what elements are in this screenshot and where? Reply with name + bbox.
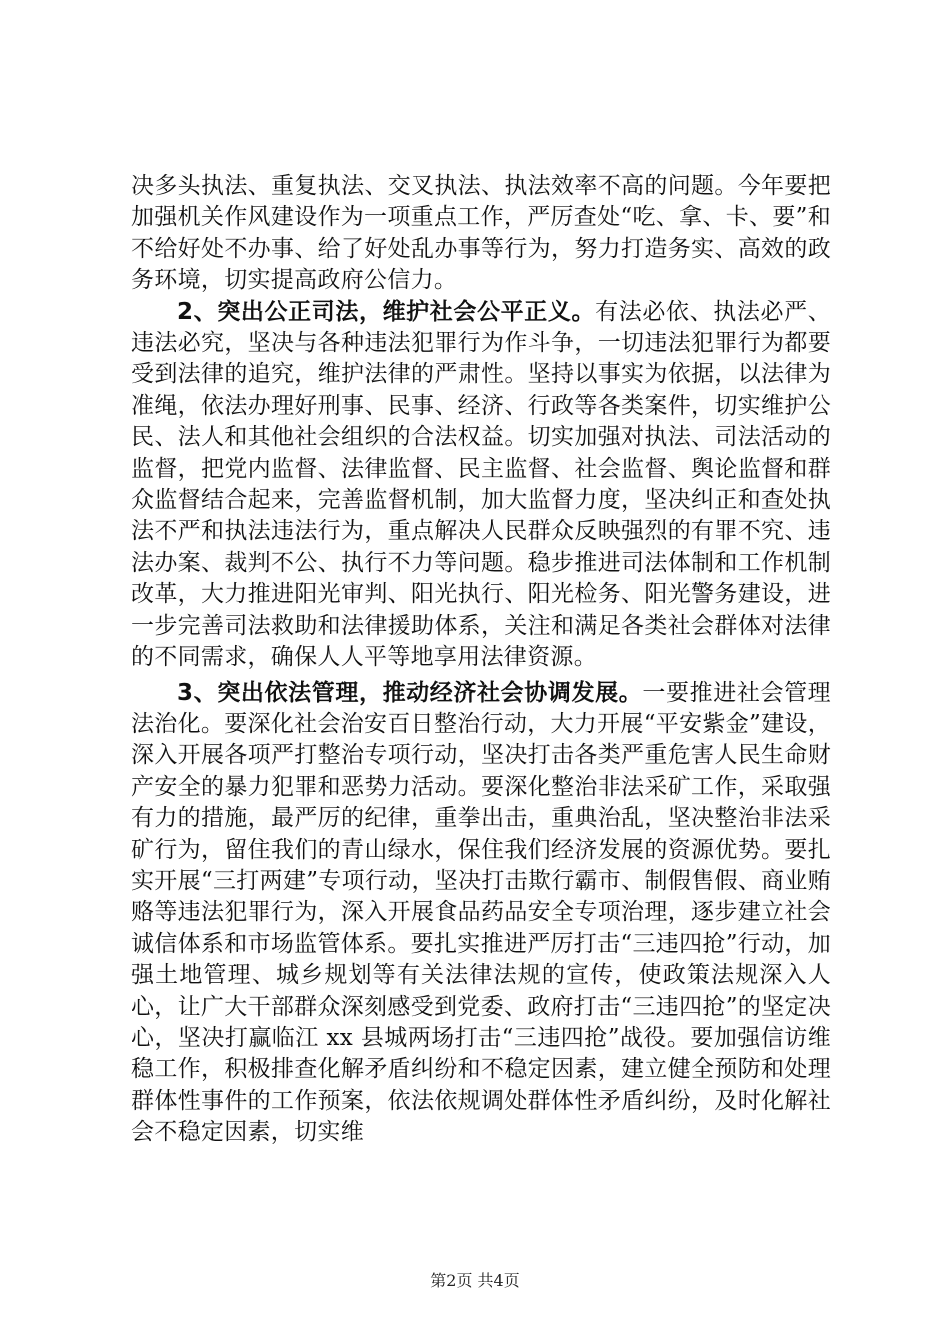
paragraph-2: [131, 297, 831, 674]
paragraph-1: [131, 171, 831, 297]
paragraph-1-text: 决多头执法、重复执法、交叉执法、执法效率不高的问题。今年要把加强机关作风建设作为一项重点工作，严厉查处“吃、拿、卡、要”和不给好处不办事、给了好处乱办事等行为，努力打造务实、高效的政务环境，切实提高政府公信力。: [131, 173, 831, 294]
paragraph-3: [131, 678, 831, 1149]
document-body: [131, 171, 831, 1149]
page-number-label: 第2页 共4页: [430, 1271, 520, 1290]
paragraph-3-heading: 3、突出依法管理，推动经济社会协调发展。: [177, 679, 643, 706]
paragraph-2-heading: 2、突出公正司法，维护社会公平正义。: [177, 298, 596, 325]
page-footer: [0, 1268, 950, 1291]
paragraph-2-text: 有法必依、执法必严、违法必究，坚决与各种违法犯罪行为作斗争，一切违法犯罪行为都要受到法律的追究，维护法律的严肃性。坚持以事实为依据，以法律为准绳，依法办理好刑事、民事、经济、行政等各类案件，切实维护公民、法人和其他社会组织的合法权益。切实加强对执法、司法活动的监督，把党内监督、法律监督、民主监督、社会监督、舆论监督和群众监督结合起来，完善监督机制，加大监督力度，坚决纠正和查处执法不严和执法违法行为，重点解决人民群众反映强烈的有罪不究、违法办案、裁判不公、执行不力等问题。稳步推进司法体制和工作机制改革，大力推进阳光审判、阳光执行、阳光检务、阳光警务建设，进一步完善司法救助和法律援助体系，关注和满足各类社会群体对法律的不同需求，确保人人平等地享用法律资源。: [131, 298, 832, 671]
paragraph-3-text: 一要推进社会管理法治化。要深化社会治安百日整治行动，大力开展“平安紫金”建设，深入开展各项严打整治专项行动，坚决打击各类严重危害人民生命财产安全的暴力犯罪和恶势力活动。要深化整治非法采矿工作，采取强有力的措施，最严厉的纪律，重拳出击，重典治乱，坚决整治非法采矿行为，留住我们的青山绿水，保住我们经济发展的资源优势。要扎实开展“三打两建”专项行动，坚决打击欺行霸市、制假售假、商业贿赂等违法犯罪行为，深入开展食品药品安全专项治理，逐步建立社会诚信体系和市场监管体系。要扎实推进严厉打击“三违四抢”行动，加强土地管理、城乡规划等有关法律法规的宣传，使政策法规深入人心，让广大干部群众深刻感受到党委、政府打击“三违四抢”的坚定决心，坚决打赢临江 xx 县城两场打击“三违四抢”战役。要加强信访维稳工作，积极排查化解矛盾纠纷和不稳定因素，建立健全预防和处理群体性事件的工作预案，依法依规调处群体性矛盾纠纷，及时化解社会不稳定因素，切实维: [131, 679, 831, 1146]
